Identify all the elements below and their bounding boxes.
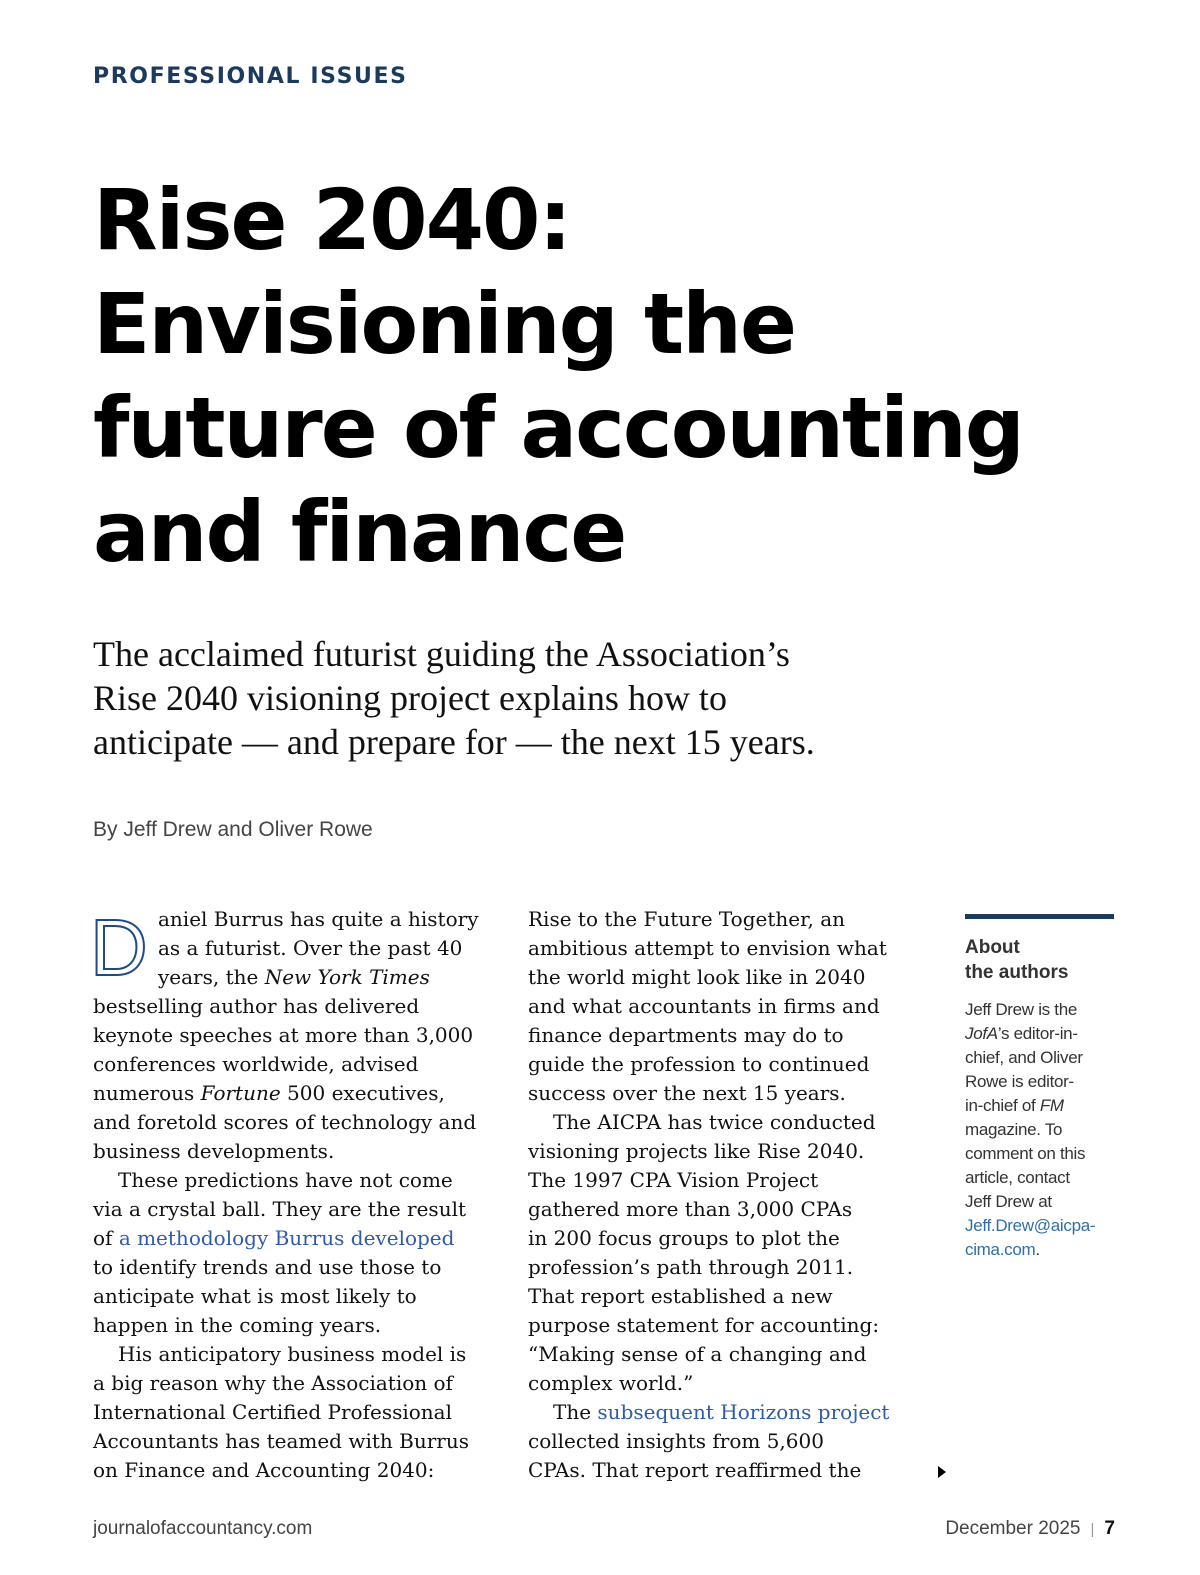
body-line (93, 963, 513, 992)
article-title (93, 168, 1173, 584)
methodology-link[interactable]: a methodology Burrus developed (118, 1226, 455, 1250)
body-line: and what accountants in firms and (528, 994, 880, 1018)
body-line: business developments. (93, 1139, 335, 1163)
sidebar-line: article, contact (965, 1168, 1070, 1187)
body-line (528, 1398, 948, 1427)
page-number: 7 (1104, 1518, 1115, 1539)
body-line: CPAs. That report reaffirmed the (528, 1458, 862, 1482)
body-line: on Finance and Accounting 2040: (93, 1458, 435, 1482)
footer-separator: | (1090, 1521, 1095, 1538)
body-line: bestselling author has delivered (93, 994, 420, 1018)
body-line: and foretold scores of technology and (93, 1110, 477, 1134)
title-line: and finance (93, 483, 626, 581)
body-text: numerous (93, 1081, 201, 1105)
sidebar-line (965, 1094, 1115, 1118)
body-line: a big reason why the Association of (93, 1371, 453, 1395)
body-line: via a crystal ball. They are the result (93, 1197, 467, 1221)
body-line: in 200 focus groups to plot the (528, 1226, 840, 1250)
author-email-link[interactable]: Jeff.Drew@aicpa- (965, 1216, 1096, 1235)
byline: By Jeff Drew and Oliver Rowe (93, 818, 373, 841)
body-line: to identify trends and use those to (93, 1255, 442, 1279)
sidebar-line: Jeff Drew is the (965, 1000, 1078, 1019)
body-line: keynote speeches at more than 3,000 (93, 1023, 474, 1047)
body-line: The 1997 CPA Vision Project (528, 1168, 819, 1192)
body-line: guide the profession to continued (528, 1052, 870, 1076)
body-line: complex world.” (528, 1371, 694, 1395)
sidebar-title-line: About (965, 937, 1020, 958)
body-line: collected insights from 5,600 (528, 1429, 824, 1453)
sidebar-line: chief, and Oliver (965, 1048, 1083, 1067)
body-text: of (93, 1226, 119, 1250)
sidebar-text: in-chief of (965, 1096, 1040, 1115)
body-line: International Certified Professional (93, 1400, 452, 1424)
continue-arrow-icon (938, 1466, 946, 1478)
body-line: the world might look like in 2040 (528, 965, 866, 989)
footer-site-url: journalofaccountancy.com (93, 1518, 313, 1539)
body-text: The (553, 1400, 598, 1424)
sidebar-line: magazine. To (965, 1120, 1063, 1139)
body-line: profession’s path through 2011. (528, 1255, 854, 1279)
section-label: PROFESSIONAL ISSUES (93, 64, 408, 89)
sidebar-text: . (1035, 1240, 1040, 1259)
body-line (93, 1079, 513, 1108)
body-line: happen in the coming years. (93, 1313, 382, 1337)
body-line: ambitious attempt to envision what (528, 936, 887, 960)
sidebar-line: Jeff Drew at (965, 1192, 1052, 1211)
footer-page-info (945, 1518, 1115, 1540)
sidebar-line (965, 1022, 1115, 1046)
body-line: anticipate what is most likely to (93, 1284, 417, 1308)
sidebar-body (965, 998, 1115, 1262)
publication-name: Fortune (200, 1081, 281, 1105)
publication-name: New York Times (264, 965, 430, 989)
body-line (93, 1224, 513, 1253)
sidebar-text: ’s editor-in- (997, 1024, 1078, 1043)
body-line: Rise to the Future Together, an (528, 907, 845, 931)
deck-line: anticipate — and prepare for — the next 15 years. (93, 722, 815, 762)
body-line: The AICPA has twice conducted (553, 1110, 876, 1134)
about-authors-sidebar (965, 914, 1115, 1262)
sidebar-title-line: the authors (965, 962, 1069, 983)
body-line: visioning projects like Rise 2040. (528, 1139, 865, 1163)
body-column-1 (93, 905, 513, 1485)
deck-line: The acclaimed futurist guiding the Association’s (93, 634, 790, 674)
author-email-link[interactable]: cima.com (965, 1240, 1036, 1259)
body-line: finance departments may do to (528, 1023, 844, 1047)
deck-line: Rise 2040 visioning project explains how to (93, 678, 727, 718)
publication-name: JofA (965, 1024, 998, 1043)
body-line: aniel Burrus has quite a history (158, 907, 479, 931)
sidebar-line: Rowe is editor- (965, 1072, 1074, 1091)
body-line: “Making sense of a changing and (528, 1342, 867, 1366)
body-text: years, the (158, 965, 265, 989)
sidebar-rule (965, 914, 1114, 919)
drop-cap: D (90, 903, 148, 992)
horizons-project-link[interactable]: subsequent Horizons project (597, 1400, 890, 1424)
sidebar-title (965, 935, 1115, 985)
sidebar-line (965, 1238, 1115, 1262)
article-deck (93, 632, 973, 764)
body-line: gathered more than 3,000 CPAs (528, 1197, 853, 1221)
body-line: These predictions have not come (118, 1168, 453, 1192)
body-line: That report established a new (528, 1284, 833, 1308)
body-line: conferences worldwide, advised (93, 1052, 419, 1076)
title-line: Envisioning the (93, 275, 795, 373)
body-line: Accountants has teamed with Burrus (93, 1429, 469, 1453)
body-text: 500 executives, (280, 1081, 445, 1105)
body-line: His anticipatory business model is (118, 1342, 467, 1366)
footer-date: December 2025 (945, 1518, 1081, 1539)
title-line: Rise 2040: (93, 171, 571, 269)
publication-name: FM (1039, 1096, 1064, 1115)
body-line: as a futurist. Over the past 40 (158, 936, 463, 960)
title-line: future of accounting (93, 379, 1023, 477)
body-line: purpose statement for accounting: (528, 1313, 880, 1337)
sidebar-line: comment on this (965, 1144, 1086, 1163)
body-column-2 (528, 905, 948, 1485)
body-line: success over the next 15 years. (528, 1081, 846, 1105)
